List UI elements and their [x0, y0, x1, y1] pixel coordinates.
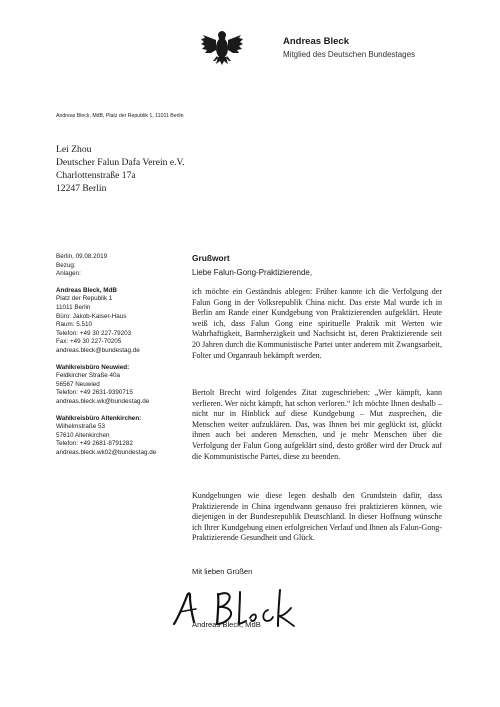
berlin-office-phone: Telefon: +49 30 227-79203 — [56, 329, 132, 337]
return-address: Andreas Bleck, MdB, Platz der Republik 1, 11011 Berlin — [56, 113, 184, 119]
altenkirchen-office-line: 57610 Altenkirchen — [56, 431, 110, 439]
recipient-line: Lei Zhou — [56, 144, 92, 155]
bundestag-eagle-icon — [200, 26, 244, 68]
letter-title: Grußwort — [192, 253, 230, 263]
letter-date: Berlin, 09.08.2019 — [56, 253, 108, 260]
sender-name: Andreas Bleck — [283, 36, 350, 47]
reference-label: Bezug: — [56, 261, 76, 269]
berlin-office-email: andreas.bleck@bundestag.de — [56, 346, 140, 354]
altenkirchen-office-email: andreas.bleck.wk02@bundestag.de — [56, 448, 157, 456]
berlin-office-line: Platz der Republik 1 — [56, 295, 113, 303]
berlin-office-line: 11011 Berlin — [56, 303, 91, 311]
altenkirchen-office-line: Wilhelmstraße 53 — [56, 423, 105, 431]
neuwied-office-title: Wahlkreisbüro Neuwied: — [56, 363, 130, 371]
sender-sidebar — [56, 253, 186, 457]
neuwied-office-line: Feldkircher Straße 40a — [56, 372, 121, 380]
berlin-office-line: Büro: Jakob-Kaiser-Haus — [56, 312, 127, 320]
recipient-line: Deutscher Falun Dafa Verein e.V. — [56, 157, 185, 168]
letter-paragraph: Kundgebungen wie diese legen deshalb den Grundstein dafür, dass Praktizierende in China irgendwann genauso frei praktizieren können, wie diejenigen in der Bundesrepublik Deutschland. In dieser Hoffnung wünsche ich Ihrer Kundgebung einen erfolgreichen Verlauf und Ihnen als Falun-Gong-Praktizierende Gesundheit und Glück. — [192, 491, 442, 543]
neuwied-office-phone: Telefon: +49 2631-9390715 — [56, 389, 133, 397]
signature-name: Andreas Bleck, MdB — [192, 620, 261, 629]
recipient-line: Charlottenstraße 17a — [56, 170, 136, 181]
letter-salutation: Liebe Falun-Gong-Praktizierende, — [192, 268, 313, 277]
attachments-label: Anlagen: — [56, 270, 81, 278]
neuwied-office-line: 56567 Neuwied — [56, 380, 100, 388]
berlin-office-line: Raum: 5.510 — [56, 321, 93, 329]
altenkirchen-office-title: Wahlkreisbüro Altenkirchen: — [56, 414, 142, 422]
berlin-office-fax: Fax: +49 30 227-70205 — [56, 338, 122, 346]
berlin-office-title: Andreas Bleck, MdB — [56, 286, 117, 294]
letter-paragraph: Bertolt Brecht wird folgendes Zitat zugeschrieben: „Wer kämpft, kann verlieren. Wer nicht kämpft, hat schon verloren.“ Ich möchte Ihnen deshalb – nicht nur in Hinblick auf diese Kundgebung – Mut zusprechen, die Menschen weiter aufzuklären. Das, was Ihnen bei mir geglückt ist, glückt ihnen auch bei anderen Menschen, und je mehr Menschen über die Verfolgung der Falun Gong aufgeklärt sind, desto größer wird der Druck auf die Kommunistische Partei, diese zu beenden. — [192, 388, 442, 461]
altenkirchen-office-phone: Telefon: +49 2681-8791282 — [56, 440, 133, 448]
sender-role: Mitglied des Deutschen Bundestages — [283, 50, 416, 59]
letter-paragraph: ich möchte ein Geständnis ablegen: Früher kannte ich die Verfolgung der Falun Gong in der Volksrepublik China nicht. Das erste Mal wurde ich in Berlin am Rande einer Kundgebung von Praktizierenden aufgeklärt. Heute weiß ich, dass Falun Gong eine spirituelle Praktik mit Werten wie Wahrhaftigkeit, Barmherzigkeit und Nachsicht ist, deren Praktizierende seit 20 Jahren durch die Kommunistische Partei unter anderem mit Zwangsarbeit, Folter und Organraub bekämpft werden. — [192, 287, 442, 360]
recipient-line: 12247 Berlin — [56, 183, 107, 194]
neuwied-office-email: andreas.bleck.wk@bundestag.de — [56, 397, 150, 405]
letter-closing: Mit lieben Grüßen — [192, 567, 253, 576]
recipient-address — [56, 143, 185, 195]
